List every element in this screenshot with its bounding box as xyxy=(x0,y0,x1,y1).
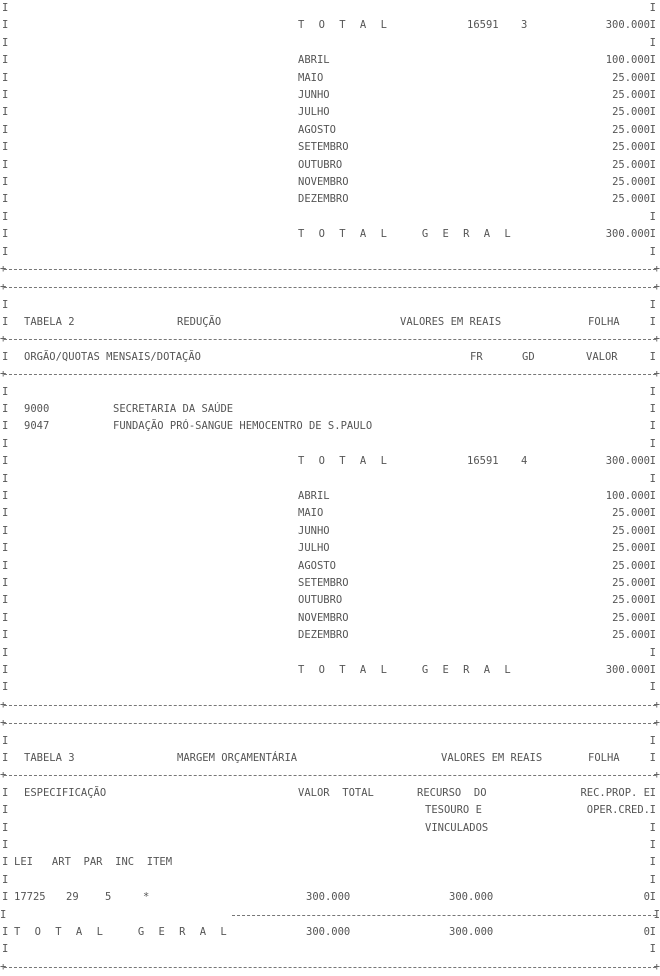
month-row xyxy=(0,575,660,592)
border-right: I xyxy=(649,559,656,572)
border-left: I xyxy=(2,2,9,14)
rule-line xyxy=(4,967,656,968)
total-label: T O T A L xyxy=(298,19,391,32)
month-row xyxy=(0,523,660,540)
row-art: 29 xyxy=(66,891,79,904)
month-name: MAIO xyxy=(298,71,324,84)
border-left: I xyxy=(2,420,9,433)
border-left: I xyxy=(2,19,9,32)
org-row xyxy=(0,401,660,418)
border-left: I xyxy=(2,856,9,869)
rule-left-glyph: + xyxy=(0,960,7,973)
rule-line xyxy=(4,705,656,706)
total-label: T O T A L xyxy=(298,455,391,468)
border-right: I xyxy=(649,681,656,694)
border-right: I xyxy=(649,943,656,956)
month-name: SETEMBRO xyxy=(298,141,349,154)
rule-line xyxy=(4,723,656,724)
border-left: I xyxy=(2,559,9,572)
border-left: I xyxy=(2,577,9,590)
month-name: JUNHO xyxy=(298,89,330,101)
month-name: OUTUBRO xyxy=(298,594,343,607)
border-left: I xyxy=(2,158,9,171)
month-row xyxy=(0,139,660,156)
total-code: 16591 xyxy=(467,455,499,468)
total-seq: 4 xyxy=(521,455,528,468)
border-left: I xyxy=(2,210,9,223)
blank-row xyxy=(0,679,660,696)
rule-line xyxy=(4,374,656,375)
border-right: I xyxy=(649,751,656,764)
border-right: I xyxy=(649,403,656,416)
table3-kind: MARGEM ORÇAMENTÁRIA xyxy=(177,751,298,764)
month-row xyxy=(0,558,660,575)
border-left: I xyxy=(2,524,9,537)
table2-columns xyxy=(0,349,660,366)
rule-line xyxy=(4,339,656,340)
border-left: I xyxy=(2,594,9,607)
legal-header: LEI ART PAR INC ITEM xyxy=(14,856,173,869)
col-rec-3: VINCULADOS xyxy=(425,821,489,834)
month-value: 25.000 xyxy=(612,542,650,555)
month-value: 25.000 xyxy=(612,507,650,520)
org-row xyxy=(0,418,660,435)
grand-total-row xyxy=(0,662,660,679)
data-row xyxy=(0,889,660,906)
border-left: I xyxy=(2,403,9,416)
border-right: I xyxy=(649,611,656,624)
border-left: I xyxy=(2,228,9,241)
month-value: 25.000 xyxy=(612,629,650,642)
border-right: I xyxy=(649,420,656,433)
blank-row xyxy=(0,645,660,662)
grand-total-value: 300.000 xyxy=(605,664,650,677)
table2-header-rule xyxy=(0,331,660,348)
total-value: 300.000 xyxy=(605,19,650,32)
col-fr: FR xyxy=(470,350,483,363)
row-par: 5 xyxy=(105,891,112,904)
border-right: I xyxy=(649,542,656,555)
grand-total-row xyxy=(0,924,660,941)
border-right: I xyxy=(649,193,656,206)
border-right: I xyxy=(649,210,656,223)
border-left: I xyxy=(2,611,9,624)
month-row xyxy=(0,157,660,174)
border-left: I xyxy=(2,71,9,84)
table3-values-label: VALORES EM REAIS xyxy=(441,751,543,764)
border-left: I xyxy=(2,821,9,834)
border-left: I xyxy=(2,490,9,503)
month-name: JULHO xyxy=(298,106,330,119)
border-right: I xyxy=(649,437,656,450)
table2-values-label: VALORES EM REAIS xyxy=(400,316,502,329)
table3-title: TABELA 3 xyxy=(24,751,75,764)
rule-line xyxy=(232,915,656,916)
month-row xyxy=(0,174,660,191)
rule-right-glyph: + xyxy=(653,698,660,711)
border-right: I xyxy=(649,385,656,398)
border-right: I xyxy=(649,856,656,869)
border-left: I xyxy=(2,193,9,206)
col-rec-1: RECURSO DO xyxy=(417,786,487,799)
border-right: I xyxy=(649,455,656,468)
table-start-rule xyxy=(0,279,660,296)
month-value: 100.000 xyxy=(605,54,650,67)
col-valor: VALOR xyxy=(586,350,618,363)
rule-right-glyph: + xyxy=(653,368,660,381)
month-value: 25.000 xyxy=(612,123,650,136)
border-right: I xyxy=(649,89,656,101)
border-left: I xyxy=(2,507,9,520)
month-row xyxy=(0,52,660,69)
month-row xyxy=(0,87,660,104)
rule-left-glyph: + xyxy=(0,698,7,711)
table-end-rule xyxy=(0,697,660,714)
month-row xyxy=(0,610,660,627)
month-value: 25.000 xyxy=(612,559,650,572)
month-row xyxy=(0,592,660,609)
month-name: AGOSTO xyxy=(298,559,336,572)
rule-right-glyph: + xyxy=(653,769,660,782)
border-right: I xyxy=(649,838,656,851)
border-left: I xyxy=(2,838,9,851)
rule-right-glyph: + xyxy=(653,960,660,973)
rule-right-glyph: + xyxy=(653,281,660,294)
rule-line xyxy=(4,269,656,270)
table3-header-rule xyxy=(0,767,660,784)
border-right: I xyxy=(649,490,656,503)
month-name: DEZEMBRO xyxy=(298,629,349,642)
border-left: I xyxy=(2,89,9,101)
rule-right-glyph: + xyxy=(653,333,660,346)
rule-left-glyph: + xyxy=(0,333,7,346)
border-left: I xyxy=(2,734,9,747)
border-left: I xyxy=(2,176,9,188)
month-value: 25.000 xyxy=(612,106,650,119)
border-right: I xyxy=(649,71,656,84)
rule-right-glyph: + xyxy=(653,717,660,730)
rule-right-glyph: + xyxy=(653,263,660,275)
grand-total-value: 300.000 xyxy=(605,228,650,241)
border-right: I xyxy=(649,891,656,904)
border-left: I xyxy=(2,54,9,67)
legal-header-row xyxy=(0,854,660,871)
border-left: I xyxy=(2,106,9,119)
border-left: I xyxy=(2,664,9,677)
border-left: I xyxy=(2,123,9,136)
blank-row xyxy=(0,244,660,261)
month-value: 25.000 xyxy=(612,594,650,607)
table3-sheet-label: FOLHA xyxy=(588,751,620,764)
table3-columns-3 xyxy=(0,820,660,837)
blank-row xyxy=(0,872,660,889)
border-left: I xyxy=(2,141,9,154)
border-right: I xyxy=(649,804,656,817)
blank-row xyxy=(0,733,660,750)
month-name: DEZEMBRO xyxy=(298,193,349,206)
org-code: 9047 xyxy=(24,420,50,433)
border-right: I xyxy=(649,141,656,154)
col-org: ORGÃO/QUOTAS MENSAIS/DOTAÇÃO xyxy=(24,350,202,363)
rule-line xyxy=(4,775,656,776)
table2-title: TABELA 2 xyxy=(24,316,75,329)
border-right: I xyxy=(649,594,656,607)
col-total: VALOR TOTAL xyxy=(298,786,374,799)
border-left: I xyxy=(2,245,9,258)
month-value: 25.000 xyxy=(612,611,650,624)
blank-row xyxy=(0,471,660,488)
row-prop: 0 xyxy=(643,891,650,904)
grand-total-value: 300.000 xyxy=(306,925,351,938)
border-left: I xyxy=(2,629,9,642)
border-right: I xyxy=(649,298,656,311)
border-right: I xyxy=(649,524,656,537)
border-left: I xyxy=(2,350,9,363)
grand-total-prop: 0 xyxy=(643,925,650,938)
rule-left-glyph: I xyxy=(0,908,7,921)
rule-left-glyph: + xyxy=(0,263,7,275)
blank-row xyxy=(0,941,660,958)
border-right: I xyxy=(649,19,656,32)
border-left: I xyxy=(2,455,9,468)
border-left: I xyxy=(2,751,9,764)
border-right: I xyxy=(649,350,656,363)
org-name: SECRETARIA DA SAÚDE xyxy=(113,403,234,416)
border-left: I xyxy=(2,385,9,398)
month-name: JUNHO xyxy=(298,524,330,537)
month-name: ABRIL xyxy=(298,490,330,503)
rule-left-glyph: + xyxy=(0,769,7,782)
blank-row xyxy=(0,384,660,401)
border-right: I xyxy=(649,873,656,886)
border-left: I xyxy=(2,873,9,886)
border-left: I xyxy=(2,316,9,329)
border-left: I xyxy=(2,472,9,485)
month-row xyxy=(0,122,660,139)
table-start-rule xyxy=(0,715,660,732)
month-name: JULHO xyxy=(298,542,330,555)
blank-row xyxy=(0,297,660,314)
row-total: 300.000 xyxy=(306,891,351,904)
total-seq: 3 xyxy=(521,19,528,32)
month-value: 25.000 xyxy=(612,158,650,171)
border-right: I xyxy=(649,734,656,747)
grand-total-label: T O T A L G E R A L xyxy=(14,925,231,938)
border-right: I xyxy=(649,664,656,677)
month-row xyxy=(0,488,660,505)
border-right: I xyxy=(649,106,656,119)
month-value: 25.000 xyxy=(612,176,650,188)
border-right: I xyxy=(649,36,656,49)
org-name: FUNDAÇÃO PRÓ-SANGUE HEMOCENTRO DE S.PAULO xyxy=(113,420,373,433)
blank-row xyxy=(0,209,660,226)
month-name: OUTUBRO xyxy=(298,158,343,171)
org-code: 9000 xyxy=(24,403,50,416)
col-prop-2: OPER.CRED. xyxy=(586,804,650,817)
blank-row xyxy=(0,837,660,854)
col-gd: GD xyxy=(522,350,535,363)
month-value: 25.000 xyxy=(612,71,650,84)
rule-left-glyph: + xyxy=(0,368,7,381)
border-right: I xyxy=(649,54,656,67)
month-value: 25.000 xyxy=(612,89,650,101)
border-right: I xyxy=(649,316,656,329)
border-left: I xyxy=(2,925,9,938)
table2-kind: REDUÇÃO xyxy=(177,316,222,329)
border-right: I xyxy=(649,629,656,642)
border-right: I xyxy=(649,507,656,520)
blank-row xyxy=(0,0,660,17)
border-left: I xyxy=(2,437,9,450)
month-value: 25.000 xyxy=(612,524,650,537)
border-right: I xyxy=(649,925,656,938)
grand-total-row xyxy=(0,226,660,243)
border-right: I xyxy=(649,821,656,834)
month-value: 100.000 xyxy=(605,490,650,503)
month-name: AGOSTO xyxy=(298,123,336,136)
table-end-rule xyxy=(0,959,660,976)
table2-columns-rule xyxy=(0,366,660,383)
total-row xyxy=(0,17,660,34)
rule-left-glyph: + xyxy=(0,281,7,294)
border-right: I xyxy=(649,472,656,485)
month-name: NOVEMBRO xyxy=(298,176,349,188)
border-right: I xyxy=(649,176,656,188)
border-right: I xyxy=(649,786,656,799)
rule-left-glyph: + xyxy=(0,717,7,730)
border-left: I xyxy=(2,891,9,904)
border-right: I xyxy=(649,158,656,171)
border-left: I xyxy=(2,542,9,555)
block-end-rule xyxy=(0,261,660,278)
month-row xyxy=(0,505,660,522)
month-row xyxy=(0,191,660,208)
col-rec-2: TESOURO E xyxy=(425,804,482,817)
border-left: I xyxy=(2,786,9,799)
row-inc: * xyxy=(143,891,150,904)
month-value: 25.000 xyxy=(612,141,650,154)
month-value: 25.000 xyxy=(612,193,650,206)
blank-row xyxy=(0,436,660,453)
border-right: I xyxy=(649,646,656,659)
total-code: 16591 xyxy=(467,19,499,32)
blank-row xyxy=(0,35,660,52)
border-left: I xyxy=(2,681,9,694)
rule-line xyxy=(4,287,656,288)
row-lei: 17725 xyxy=(14,891,46,904)
border-left: I xyxy=(2,804,9,817)
border-left: I xyxy=(2,646,9,659)
border-left: I xyxy=(2,36,9,49)
month-name: SETEMBRO xyxy=(298,577,349,590)
row-tesouro: 300.000 xyxy=(449,891,494,904)
border-right: I xyxy=(649,123,656,136)
month-row xyxy=(0,70,660,87)
month-name: NOVEMBRO xyxy=(298,611,349,624)
border-left: I xyxy=(2,943,9,956)
month-row xyxy=(0,104,660,121)
grand-total-label: T O T A L G E R A L xyxy=(298,228,515,241)
col-prop-1: REC.PROP. E xyxy=(580,786,650,799)
table2-sheet-label: FOLHA xyxy=(588,316,620,329)
table3-header xyxy=(0,750,660,767)
grand-total-tesouro: 300.000 xyxy=(449,925,494,938)
border-left: I xyxy=(2,298,9,311)
table3-columns-2 xyxy=(0,802,660,819)
total-value: 300.000 xyxy=(605,455,650,468)
border-right: I xyxy=(649,577,656,590)
grand-total-label: T O T A L G E R A L xyxy=(298,664,515,677)
col-spec: ESPECIFICAÇÃO xyxy=(24,786,107,799)
month-row xyxy=(0,540,660,557)
table2-header xyxy=(0,314,660,331)
month-name: MAIO xyxy=(298,507,324,520)
month-name: ABRIL xyxy=(298,54,330,67)
subtotal-rule xyxy=(0,907,660,924)
month-row xyxy=(0,627,660,644)
rule-right-glyph: I xyxy=(653,908,660,921)
border-right: I xyxy=(649,245,656,258)
month-value: 25.000 xyxy=(612,577,650,590)
border-right: I xyxy=(649,2,656,14)
total-row xyxy=(0,453,660,470)
border-right: I xyxy=(649,228,656,241)
table3-columns-1 xyxy=(0,785,660,802)
